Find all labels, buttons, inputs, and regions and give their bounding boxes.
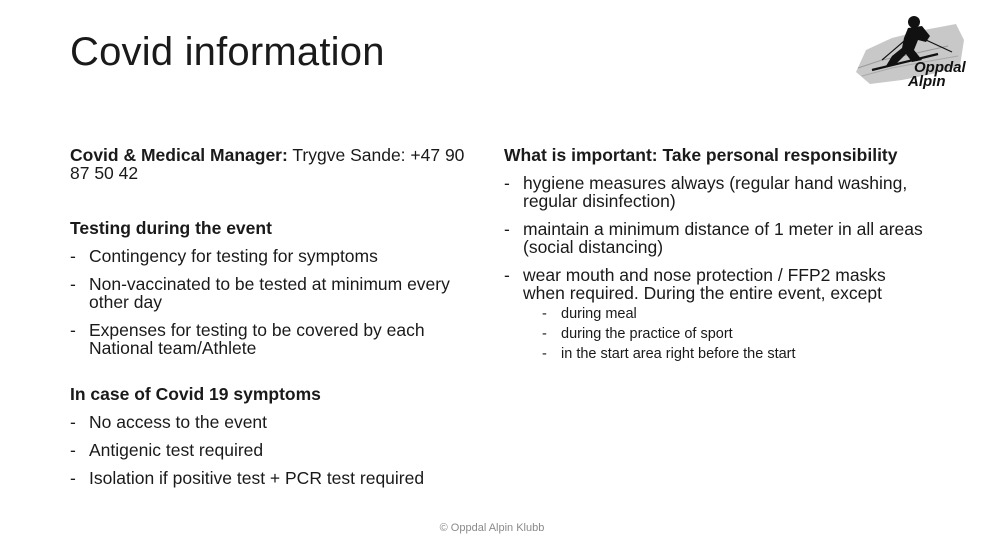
sub-list-item: - during the practice of sport bbox=[523, 326, 924, 342]
exception-sublist bbox=[523, 306, 924, 362]
manager-label: Covid & Medical Manager: bbox=[70, 145, 288, 165]
oppdal-alpin-logo bbox=[852, 10, 968, 92]
list-item-text: wear mouth and nose protection / FFP2 masks when required. During the entire event, except bbox=[523, 265, 886, 303]
list-item: - Antigenic test required bbox=[70, 441, 465, 459]
logo-text-alpin: Alpin bbox=[908, 73, 946, 90]
list-item: - maintain a minimum distance of 1 meter in all areas (social distancing) bbox=[504, 220, 924, 256]
list-item: - Contingency for testing for symptoms bbox=[70, 247, 465, 265]
right-column bbox=[504, 146, 924, 362]
left-column bbox=[70, 146, 465, 487]
symptoms-list bbox=[70, 413, 465, 487]
list-item: - hygiene measures always (regular hand washing, regular disinfection) bbox=[504, 174, 924, 210]
list-item: - No access to the event bbox=[70, 413, 465, 431]
list-item-with-sublist bbox=[504, 266, 924, 362]
footer-copyright: © Oppdal Alpin Klubb bbox=[439, 522, 545, 534]
list-item: - Expenses for testing to be covered by each National team/Athlete bbox=[70, 321, 465, 357]
sub-list-item: - during meal bbox=[523, 306, 924, 322]
list-item: - Isolation if positive test + PCR test required bbox=[70, 469, 465, 487]
manager-value: Trygve Sande: +47 90 87 50 42 bbox=[70, 145, 465, 183]
testing-list bbox=[70, 247, 465, 357]
symptoms-heading: In case of Covid 19 symptoms bbox=[70, 384, 321, 404]
list-item: - Non-vaccinated to be tested at minimum every other day bbox=[70, 275, 465, 311]
responsibility-list bbox=[504, 174, 924, 362]
sub-list-item: - in the start area right before the start bbox=[523, 346, 924, 362]
slide-title: Covid information bbox=[70, 30, 385, 74]
manager-line bbox=[70, 146, 465, 182]
logo-text-oppdal: Oppdal bbox=[914, 59, 966, 76]
responsibility-heading: What is important: Take personal responsibility bbox=[504, 145, 898, 165]
testing-heading: Testing during the event bbox=[70, 218, 272, 238]
